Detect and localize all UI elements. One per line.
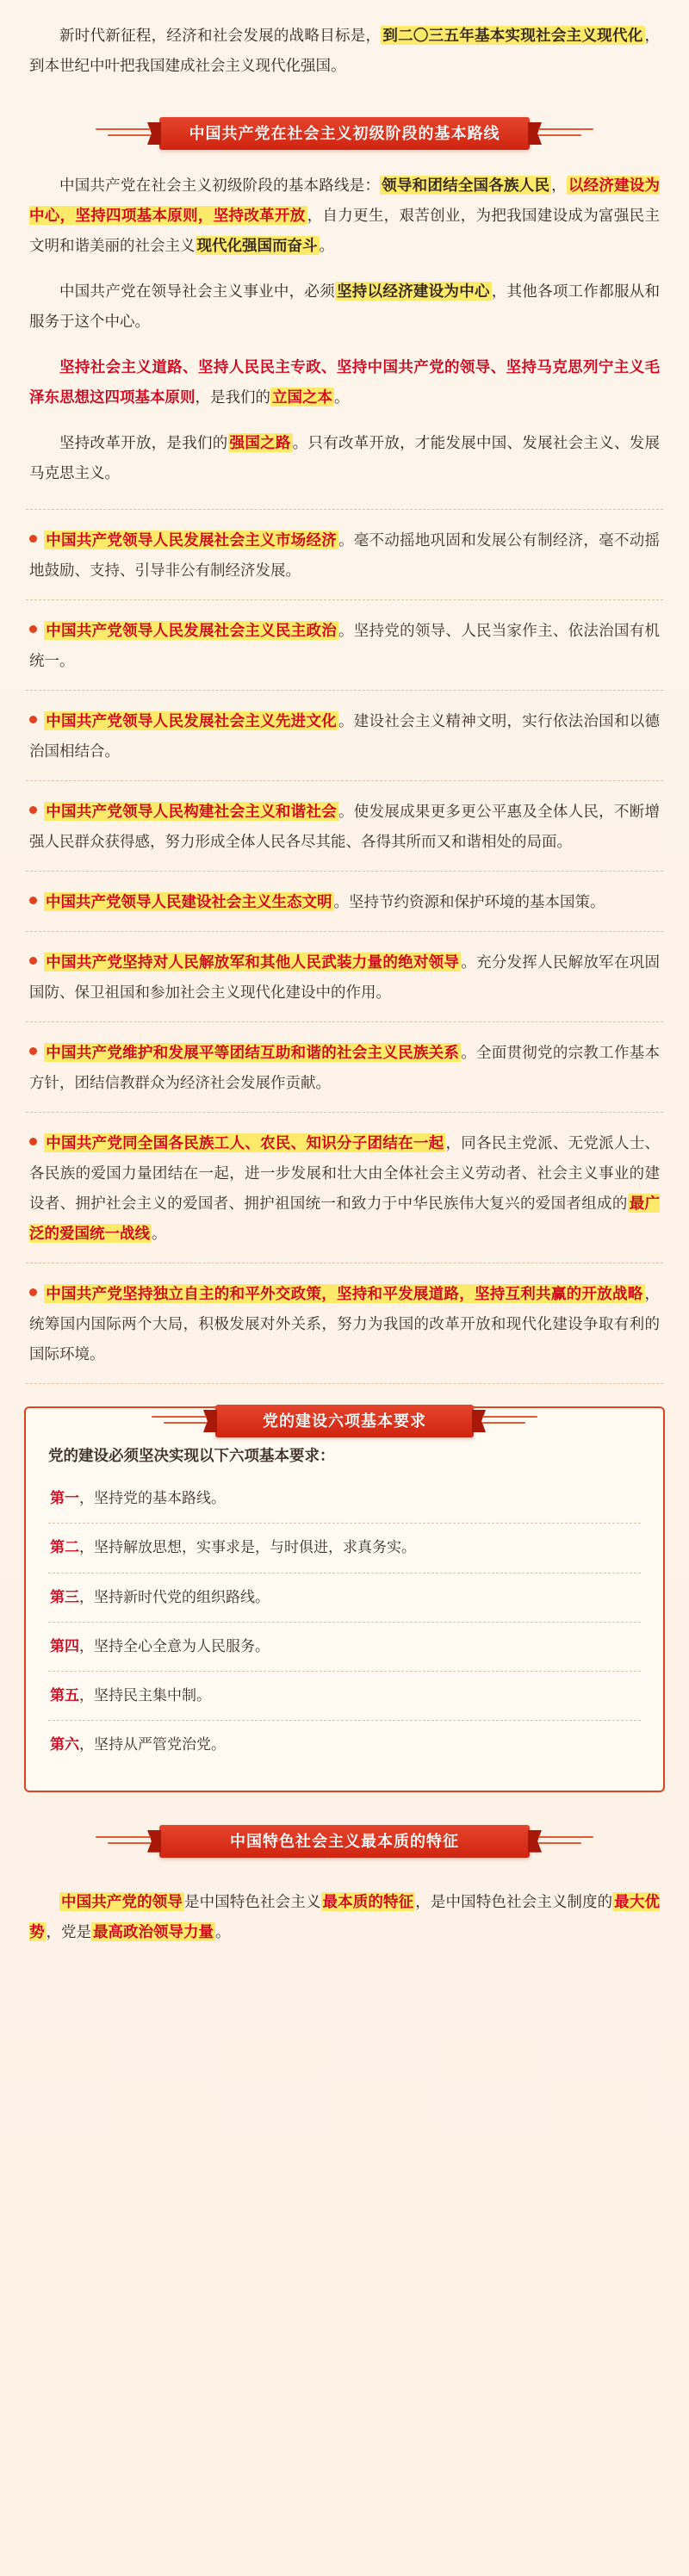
- bl-p3-c: 。: [334, 388, 350, 406]
- bullet-lead-2: 中国共产党领导人民发展社会主义先进文化: [46, 712, 337, 729]
- bullet-rest-6: 。全面贯彻党的宗教工作基本方针，团结信教群众为经济社会发展作贡献。: [29, 1044, 661, 1091]
- intro-text-a: 新时代新征程，经济和社会发展的战略目标是，: [59, 27, 382, 44]
- bl-p3-hl2: 立国之本: [272, 388, 332, 406]
- list-item: [26, 1263, 663, 1384]
- bullet-lead-1: 中国共产党领导人民发展社会主义民主政治: [46, 622, 337, 639]
- bullet-dot-icon: [29, 535, 37, 543]
- essential-feature-paragraph: [29, 1887, 660, 1947]
- bl-p1-a: 中国共产党在社会主义初级阶段的基本路线是：: [59, 177, 381, 194]
- bullet-dot-icon: [29, 625, 37, 633]
- bullet-lead-3: 中国共产党领导人民构建社会主义和谐社会: [46, 803, 337, 820]
- banner-wing-left-icon: [96, 1834, 156, 1849]
- intro-section: [0, 0, 689, 102]
- list-item: [26, 510, 663, 600]
- req-num-6: 第六: [50, 1736, 79, 1754]
- banner-wing-left-icon: [96, 126, 156, 141]
- bullet-rest-3: 。使发展成果更多更公平惠及全体人民，不断增强人民群众获得感，努力形成全体人民各尽其能、各得其所而又和谐相处的局面。: [29, 803, 660, 850]
- ef-hl4: 最高政治领导力量: [93, 1922, 214, 1940]
- banner-wing-right-icon: [477, 1413, 537, 1429]
- bl-p4-b: 。只有改革开放，才能发展中国、发展社会主义、发展马克思主义。: [29, 434, 661, 481]
- ef-c: ，党是: [46, 1922, 91, 1940]
- bullet-list: [26, 509, 663, 1384]
- req-num-1: 第一: [50, 1490, 79, 1506]
- req-text-4: ，坚持全心全意为人民服务。: [79, 1637, 270, 1654]
- section-essential-feature-body: [0, 1878, 689, 1947]
- bullet-tail-7: 。: [152, 1225, 167, 1242]
- section-banner-basic-line: [159, 114, 530, 153]
- bullet-dot-icon: [29, 1138, 37, 1145]
- list-item: [26, 932, 663, 1022]
- bl-p4-hl: 强国之路: [229, 434, 291, 451]
- bullet-lead-7: 中国共产党同全国各民族工人、农民、知识分子团结在一起: [46, 1134, 444, 1151]
- bullet-dot-icon: [29, 897, 37, 904]
- bullet-rest-7: ，同各民主党派、无党派人士、各民族的爱国力量团结在一起，进一步发展和壮大由全体社会主义劳动者、社会主义事业的建设者、拥护社会主义的爱国者、拥护祖国统一和致力于中华民族伟大复兴的爱国者组成的: [29, 1134, 661, 1212]
- requirements-intro: 党的建设必须坚决实现以下六项基本要求：: [48, 1447, 335, 1464]
- intro-text-b: ，到本世纪中叶把我国建成社会主义现代化强国。: [29, 27, 661, 74]
- bullet-tail-hl-7: 最广泛的爱国统一战线: [29, 1195, 660, 1242]
- list-item: [48, 1574, 641, 1623]
- list-item: [26, 1022, 663, 1113]
- bl-p3-b: ，是我们的: [195, 388, 270, 406]
- bl-p1-d: 。: [319, 237, 334, 254]
- list-item: [48, 1623, 641, 1672]
- requirements-box: [24, 1406, 665, 1792]
- req-text-3: ，坚持新时代党的组织路线。: [79, 1588, 270, 1605]
- bullet-dot-icon: [29, 1288, 37, 1296]
- bullet-rest-0: 。毫不动摇地巩固和发展公有制经济，毫不动摇地鼓励、支持、引导非公有制经济发展。: [29, 531, 660, 579]
- bullet-lead-0: 中国共产党领导人民发展社会主义市场经济: [46, 531, 337, 549]
- req-num-5: 第五: [50, 1687, 79, 1704]
- ef-hl3: 最大优势: [29, 1892, 661, 1940]
- req-text-1: ，坚持党的基本路线。: [79, 1490, 226, 1506]
- bl-p4-a: 坚持改革开放，是我们的: [59, 434, 228, 451]
- bullet-lead-5: 中国共产党坚持对人民解放军和其他人民武装力量的绝对领导: [46, 953, 460, 971]
- bl-p1-hl1: 领导和团结全国各族人民: [382, 177, 550, 194]
- bl-p3-hl: 坚持社会主义道路、坚持人民民主专政、坚持中国共产党的领导、坚持马克思列宁主义毛泽东思想这四项基本原则: [29, 358, 660, 406]
- list-item: [26, 1113, 663, 1263]
- bullet-rest-5: 。充分发挥人民解放军在巩固国防、保卫祖国和参加社会主义现代化建设中的作用。: [29, 953, 661, 1001]
- req-text-5: ，坚持民主集中制。: [79, 1687, 211, 1704]
- bullet-dot-icon: [29, 957, 37, 965]
- basic-line-paragraph-4: [29, 428, 660, 488]
- bullet-rest-4: 。坚持节约资源和保护环境的基本国策。: [333, 893, 605, 910]
- bl-p1-hl2: 以经济建设为中心，坚持四项基本原则，坚持改革开放: [29, 177, 661, 224]
- bl-p1-hl3: 现代化强国而奋斗: [196, 237, 318, 254]
- banner-wing-left-icon: [152, 1413, 212, 1429]
- basic-line-paragraph-2: [29, 276, 660, 337]
- banner-wing-right-icon: [533, 1834, 593, 1849]
- ef-b: ，是中国特色社会主义制度的: [415, 1892, 613, 1910]
- list-item: [48, 1474, 641, 1524]
- bl-p1-c: ，自力更生，艰苦创业，为把我国建设成为富强民主文明和谐美丽的社会主义: [29, 207, 660, 254]
- bullet-rest-8: ，统筹国内国际两个大局，积极发展对外关系，努力为我国的改革开放和现代化建设争取有利的国际环境。: [29, 1285, 660, 1362]
- ef-d: 。: [215, 1922, 231, 1940]
- list-item: [26, 691, 663, 781]
- bl-p1-b: ，: [551, 177, 567, 194]
- bl-p2-a: 中国共产党在领导社会主义事业中，必须: [59, 282, 335, 300]
- bl-p2-b: ，其他各项工作都服从和服务于这个中心。: [29, 282, 661, 330]
- ef-hl1: 中国共产党的领导: [61, 1892, 183, 1910]
- bullet-rest-2: 。建设社会主义精神文明，实行依法治国和以德治国相结合。: [29, 712, 660, 760]
- req-text-2: ，坚持解放思想，实事求是，与时俱进，求真务实。: [79, 1539, 416, 1556]
- banner-title-essential-feature: 中国特色社会主义最本质的特征: [230, 1832, 459, 1850]
- banner-wing-right-icon: [533, 126, 593, 141]
- bullet-rest-1: 。坚持党的领导、人民当家作主、依法治国有机统一。: [29, 622, 660, 669]
- list-item: [26, 600, 663, 691]
- basic-line-paragraph-1: [29, 171, 660, 261]
- intro-highlight-goal: 到二〇三五年基本实现社会主义现代化: [382, 27, 643, 44]
- bullet-dot-icon: [29, 806, 37, 814]
- ef-hl2: 最本质的特征: [322, 1892, 414, 1910]
- bullet-dot-icon: [29, 1047, 37, 1055]
- list-item: [26, 872, 663, 932]
- ef-a: 是中国特色社会主义: [183, 1892, 321, 1910]
- bullet-lead-8: 中国共产党坚持独立自主的和平外交政策，坚持和平发展道路，坚持互利共赢的开放战略: [46, 1285, 643, 1302]
- section-banner-requirements: [215, 1401, 474, 1439]
- req-num-2: 第二: [50, 1539, 79, 1556]
- req-text-6: ，坚持从严管党治党。: [79, 1736, 226, 1754]
- bullet-lead-4: 中国共产党领导人民建设社会主义生态文明: [46, 893, 332, 910]
- bl-p2-hl: 坚持以经济建设为中心: [336, 282, 490, 300]
- banner-title-basic-line: 中国共产党在社会主义初级阶段的基本路线: [189, 125, 500, 142]
- bullet-lead-6: 中国共产党维护和发展平等团结互助和谐的社会主义民族关系: [46, 1044, 460, 1061]
- intro-paragraph: [29, 21, 660, 81]
- bullet-dot-icon: [29, 716, 37, 723]
- req-num-4: 第四: [50, 1637, 79, 1654]
- section-banner-essential-feature: [159, 1822, 530, 1861]
- list-item: [48, 1672, 641, 1721]
- banner-title-requirements: 党的建设六项基本要求: [263, 1412, 426, 1430]
- list-item: [26, 781, 663, 872]
- spacer: [0, 1801, 689, 1809]
- req-num-3: 第三: [50, 1588, 79, 1605]
- basic-line-paragraph-3: [29, 352, 660, 413]
- list-item: [48, 1524, 641, 1573]
- section-basic-line-body: [29, 171, 660, 488]
- list-item: [48, 1721, 641, 1769]
